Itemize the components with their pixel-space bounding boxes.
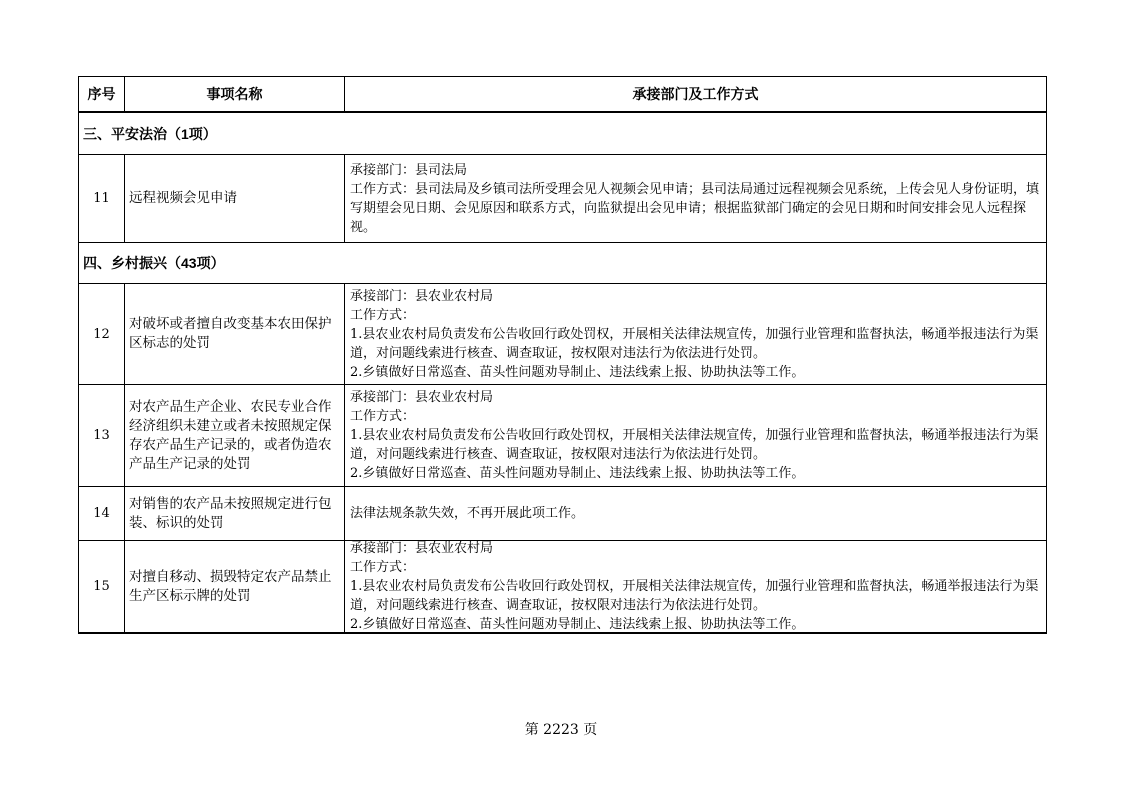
cell-item-name [125, 385, 345, 486]
page-number: 第 2223 页 [524, 722, 598, 738]
table-row-15 [79, 541, 1046, 632]
header-cell-department: 承接部门及工作方式 [632, 85, 759, 102]
detail-line: 工作方式： [350, 409, 416, 424]
cell-no: 11 [79, 155, 125, 242]
detail-line: 2.乡镇做好日常巡查、苗头性问题劝导制止、违法线索上报、协助执法等工作。 [350, 364, 805, 380]
detail-line: 工作方式： [350, 307, 416, 323]
cell-no: 12 [79, 284, 125, 384]
item-name-text: 对销售的农产品未按照规定进行包装、标识的处罚 [129, 495, 332, 531]
section-title: 三、平安法治（1项） [83, 125, 217, 142]
detail-line: 工作方式： [350, 560, 416, 575]
detail-line: 1.县农业农村局负责发布公告收回行政处罚权，开展相关法律法规宣传，加强行业管理和监督执法，畅通举报违法行为渠道，对问题线索进行核查、调查取证，按权限对违法行为依法进行处罚。 [350, 579, 1039, 613]
cell-item-name [125, 284, 345, 384]
cell-item-name [125, 155, 345, 242]
cell-detail [345, 385, 1046, 486]
detail-line: 承接部门：县农业农村局 [350, 288, 494, 304]
table-row-11 [79, 155, 1046, 243]
item-name-text: 对擅自移动、损毁特定农产品禁止生产区标示牌的处罚 [129, 568, 332, 604]
approval-items-table [78, 76, 1047, 634]
cell-no: 15 [79, 541, 125, 632]
section-row-public-safety [79, 113, 1046, 155]
detail-line: 1.县农业农村局负责发布公告收回行政处罚权，开展相关法律法规宣传，加强行业管理和监督执法，畅通举报违法行为渠道，对问题线索进行核查、调查取证，按权限对违法行为依法进行处罚。 [350, 428, 1039, 462]
table-row-14 [79, 487, 1046, 541]
detail-line: 承接部门：县司法局 [350, 162, 468, 178]
header-cell-name: 事项名称 [125, 77, 345, 111]
item-name-text: 对农产品生产企业、农民专业合作经济组织未建立或者未按照规定保存农产品生产记录的，或者伪造农产品生产记录的处罚 [129, 398, 332, 472]
table-row-13 [79, 385, 1046, 487]
detail-line: 工作方式：县司法局及乡镇司法所受理会见人视频会见申请；县司法局通过远程视频会见系统，上传会见人身份证明，填写期望会见日期、会见原因和联系方式，向监狱提出会见申请；根据监狱部门确定的会见日期和时间安排会见人远程探视。 [350, 181, 1040, 235]
cell-no: 14 [79, 487, 125, 540]
cell-detail [345, 487, 1046, 540]
detail-line: 2.乡镇做好日常巡查、苗头性问题劝导制止、违法线索上报、协助执法等工作。 [350, 466, 805, 481]
detail-line: 承接部门：县农业农村局 [350, 390, 494, 405]
cell-item-name [125, 541, 345, 632]
item-name-text: 对破坏或者擅自改变基本农田保护区标志的处罚 [129, 316, 332, 351]
table-header-row [79, 77, 1046, 113]
cell-detail [345, 284, 1046, 384]
section-row-rural-revitalization [79, 243, 1046, 284]
detail-line: 1.县农业农村局负责发布公告收回行政处罚权，开展相关法律法规宣传，加强行业管理和监督执法，畅通举报违法行为渠道，对问题线索进行核查、调查取证，按权限对违法行为依法进行处罚。 [350, 326, 1039, 361]
detail-line: 2.乡镇做好日常巡查、苗头性问题劝导制止、违法线索上报、协助执法等工作。 [350, 617, 805, 632]
item-name-text: 远程视频会见申请 [129, 190, 237, 206]
table-row-12 [79, 284, 1046, 385]
cell-detail [345, 541, 1046, 632]
header-cell-no: 序号 [79, 77, 125, 111]
section-title: 四、乡村振兴（43项） [83, 255, 225, 271]
detail-line: 法律法规条款失效，不再开展此项工作。 [350, 506, 585, 521]
cell-item-name [125, 487, 345, 540]
cell-no: 13 [79, 385, 125, 486]
detail-line: 承接部门：县农业农村局 [350, 541, 494, 556]
cell-detail [345, 155, 1046, 242]
